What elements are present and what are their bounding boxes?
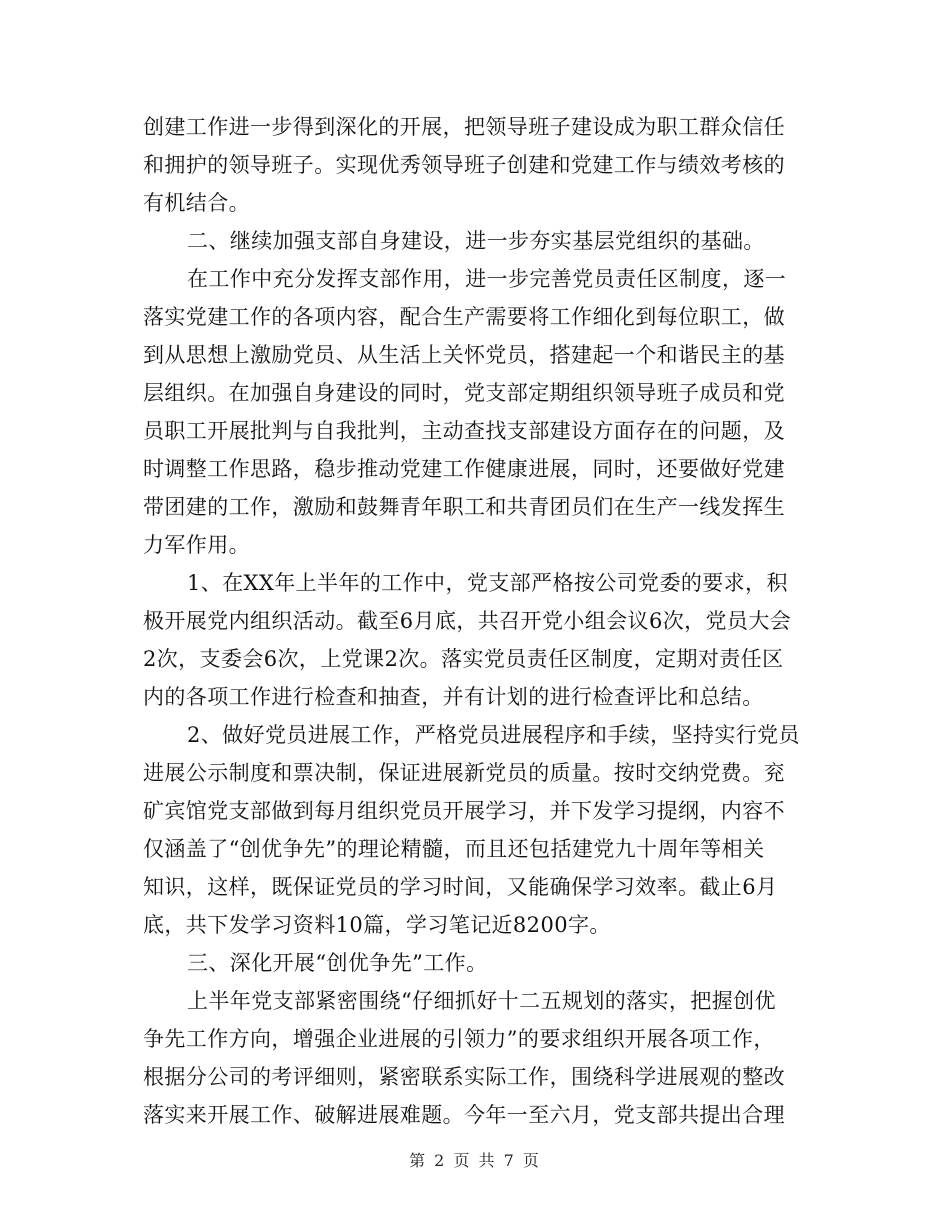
text-line: 进展公示制度和票决制，保证进展新党员的质量。按时交纳党费。兖 [143,761,785,785]
section-heading: 三、深化开展“创优争先”工作。 [187,951,488,975]
text-line: 知识，这样，既保证党员的学习时间，又能确保学习效率。截止6月 [143,875,778,899]
text-line: 员职工开展批判与自我批判，主动查找支部建设方面存在的问题，及 [143,419,785,443]
text-line: 根据分公司的考评细则，紧密联系实际工作，围绕科学进展观的整改 [143,1065,785,1089]
text-line: 1、在XX年上半年的工作中，党支部严格按公司党委的要求，积 [187,571,788,595]
text-line: 内的各项工作进行检查和抽查，并有计划的进行检查评比和总结。 [143,685,764,709]
text-line: 仅涵盖了“创优争先”的理论精髓，而且还包括建党九十周年等相关 [143,837,765,861]
text-line: 矿宾馆党支部做到每月组织党员开展学习，并下发学习提纲，内容不 [143,799,785,823]
text-line: 2次，支委会6次，上党课2次。落实党员责任区制度，定期对责任区 [143,647,784,671]
text-line: 底，共下发学习资料10篇，学习笔记近8200字。 [143,913,611,937]
text-line: 在工作中充分发挥支部作用，进一步完善党员责任区制度，逐一 [187,267,787,291]
text-line: 力军作用。 [143,533,250,557]
text-line: 有机结合。 [143,191,250,215]
text-line: 创建工作进一步得到深化的开展，把领导班子建设成为职工群众信任 [143,115,785,139]
text-line: 带团建的工作，激励和鼓舞青年职工和共青团员们在生产一线发挥生 [143,495,785,519]
text-line: 极开展党内组织活动。截至6月底，共召开党小组会议6次，党员大会 [143,609,792,633]
text-line: 落实党建工作的各项内容，配合生产需要将工作细化到每位职工，做 [143,305,785,329]
page-footer: 第 2 页 共 7 页 [409,1151,541,1170]
text-line: 上半年党支部紧密围绕“仔细抓好十二五规划的落实，把握创优 [187,989,776,1013]
text-line: 落实来开展工作、破解进展难题。今年一至六月，党支部共提出合理 [143,1103,785,1127]
text-line: 时调整工作思路，稳步推动党建工作健康进展，同时，还要做好党建 [143,457,785,481]
text-line: 争先工作方向，增强企业进展的引领力”的要求组织开展各项工作， [143,1027,775,1051]
text-line: 和拥护的领导班子。实现优秀领导班子创建和党建工作与绩效考核的 [143,153,785,177]
document-body [143,108,803,1134]
section-heading: 二、继续加强支部自身建设，进一步夯实基层党组织的基础。 [187,229,765,253]
text-line: 到从思想上激励党员、从生活上关怀党员，搭建起一个和谐民主的基 [143,343,785,367]
text-line: 2、做好党员进展工作，严格党员进展程序和手续，坚持实行党员 [187,723,800,747]
text-line: 层组织。在加强自身建设的同时，党支部定期组织领导班子成员和党 [143,381,785,405]
